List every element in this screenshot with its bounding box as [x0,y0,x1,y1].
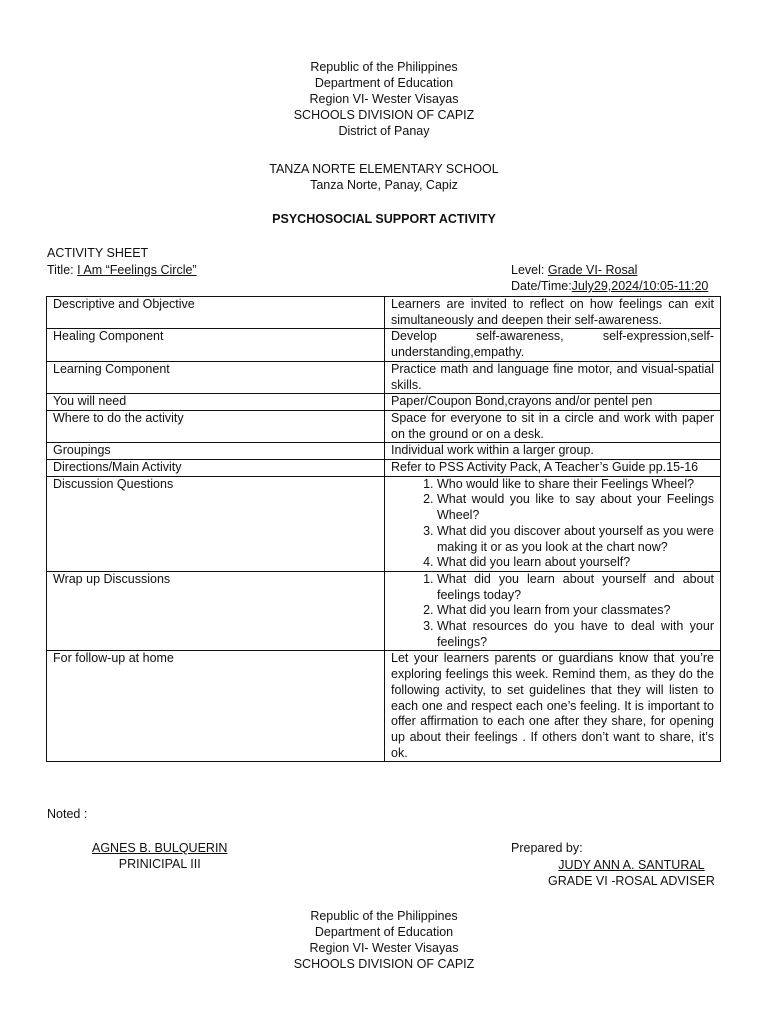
row-value: Let your learners parents or guardians know that you’re exploring feelings this week. Remind them, as they do the following activity, to set guidelines that they will listen to each one and respect each one’s feeling. It is important to offer affirmation to each one after they share, for opening up about their feelings . If others don’t want to share, it’s ok. [385,651,721,762]
row-label: Healing Component [47,329,385,361]
title-value: I Am “Feelings Circle” [77,263,197,277]
table-row [47,460,721,477]
list-item: 3. What did you discover about yourself as you were making it or as you look at the chart now? [437,524,714,555]
letterhead-line: Region VI- Wester Visayas [309,92,459,106]
table-row [47,476,721,571]
list-item: 2. What did you learn from your classmates? [437,603,714,619]
letterhead-line: SCHOOLS DIVISION OF CAPIZ [293,108,475,122]
row-value: Individual work within a larger group. [385,443,721,460]
sheet-label: ACTIVITY SHEET [47,246,149,260]
title-label: Title: [47,263,78,277]
principal-signature [92,840,227,872]
letterhead-line: Republic of the Philippines [310,909,458,923]
letterhead-line: Department of Education [314,925,454,939]
activity-table [46,296,721,762]
row-value: Paper/Coupon Bond,crayons and/or pentel pen [385,394,721,411]
wrap-up-list [385,571,721,651]
letterhead-line: SCHOOLS DIVISION OF CAPIZ [293,957,475,971]
letterhead [0,59,768,139]
list-item: 1. Who would like to share their Feelings Wheel? [437,477,714,493]
row-label: Groupings [47,443,385,460]
row-value: Practice math and language fine motor, and visual-spatial skills. [385,361,721,393]
principal-title: PRINICIPAL III [118,857,201,871]
table-row [47,297,721,329]
letterhead-line: Region VI- Wester Visayas [309,941,459,955]
letterhead-line: Republic of the Philippines [310,60,458,74]
level-line [511,262,637,278]
list-item: 2. What would you like to say about your Feelings Wheel? [437,492,714,523]
prepared-by-label: Prepared by: [511,841,583,855]
list-item: 1. What did you learn about yourself and about feelings today? [437,572,714,603]
row-label: Where to do the activity [47,410,385,442]
row-value: Develop self-awareness, self-expression,self-understanding,empathy. [385,329,721,361]
row-label: Wrap up Discussions [47,571,385,651]
school-info [0,161,768,193]
row-label: You will need [47,394,385,411]
table-row [47,361,721,393]
row-value: Refer to PSS Activity Pack, A Teacher’s Guide pp.15-16 [385,460,721,477]
list-item: 3. What resources do you have to deal with your feelings? [437,619,714,650]
row-label: Directions/Main Activity [47,460,385,477]
school-name: TANZA NORTE ELEMENTARY SCHOOL [269,162,499,176]
table-row [47,571,721,651]
date-value: July29,2024/10:05-11:20 [571,279,709,293]
adviser-name: JUDY ANN A. SANTURAL [558,858,705,872]
letterhead-line: District of Panay [338,124,430,138]
row-label: Discussion Questions [47,476,385,571]
page-title: PSYCHOSOCIAL SUPPORT ACTIVITY [272,212,496,226]
level-label: Level: [511,263,548,277]
table-row [47,329,721,361]
row-value: Space for everyone to sit in a circle and work with paper on the ground or on a desk. [385,410,721,442]
activity-title-line [47,262,197,278]
adviser-title: GRADE VI -ROSAL ADVISER [548,874,715,888]
table-row [47,394,721,411]
table-row [47,651,721,762]
table-row [47,443,721,460]
footer-letterhead [0,908,768,972]
list-item: 4. What did you learn about yourself? [437,555,714,571]
date-line [511,278,708,294]
discussion-questions-list [385,476,721,571]
adviser-signature [548,857,715,889]
level-value: Grade VI- Rosal [547,263,638,277]
letterhead-line: Department of Education [314,76,454,90]
row-label: Descriptive and Objective [47,297,385,329]
noted-label: Noted : [47,807,88,821]
row-label: Learning Component [47,361,385,393]
school-address: Tanza Norte, Panay, Capiz [310,178,458,192]
table-row [47,410,721,442]
principal-name: AGNES B. BULQUERIN [92,841,228,855]
date-label: Date/Time: [511,279,572,293]
row-label: For follow-up at home [47,651,385,762]
row-value: Learners are invited to reflect on how feelings can exit simultaneously and deepen their self-awareness. [385,297,721,329]
